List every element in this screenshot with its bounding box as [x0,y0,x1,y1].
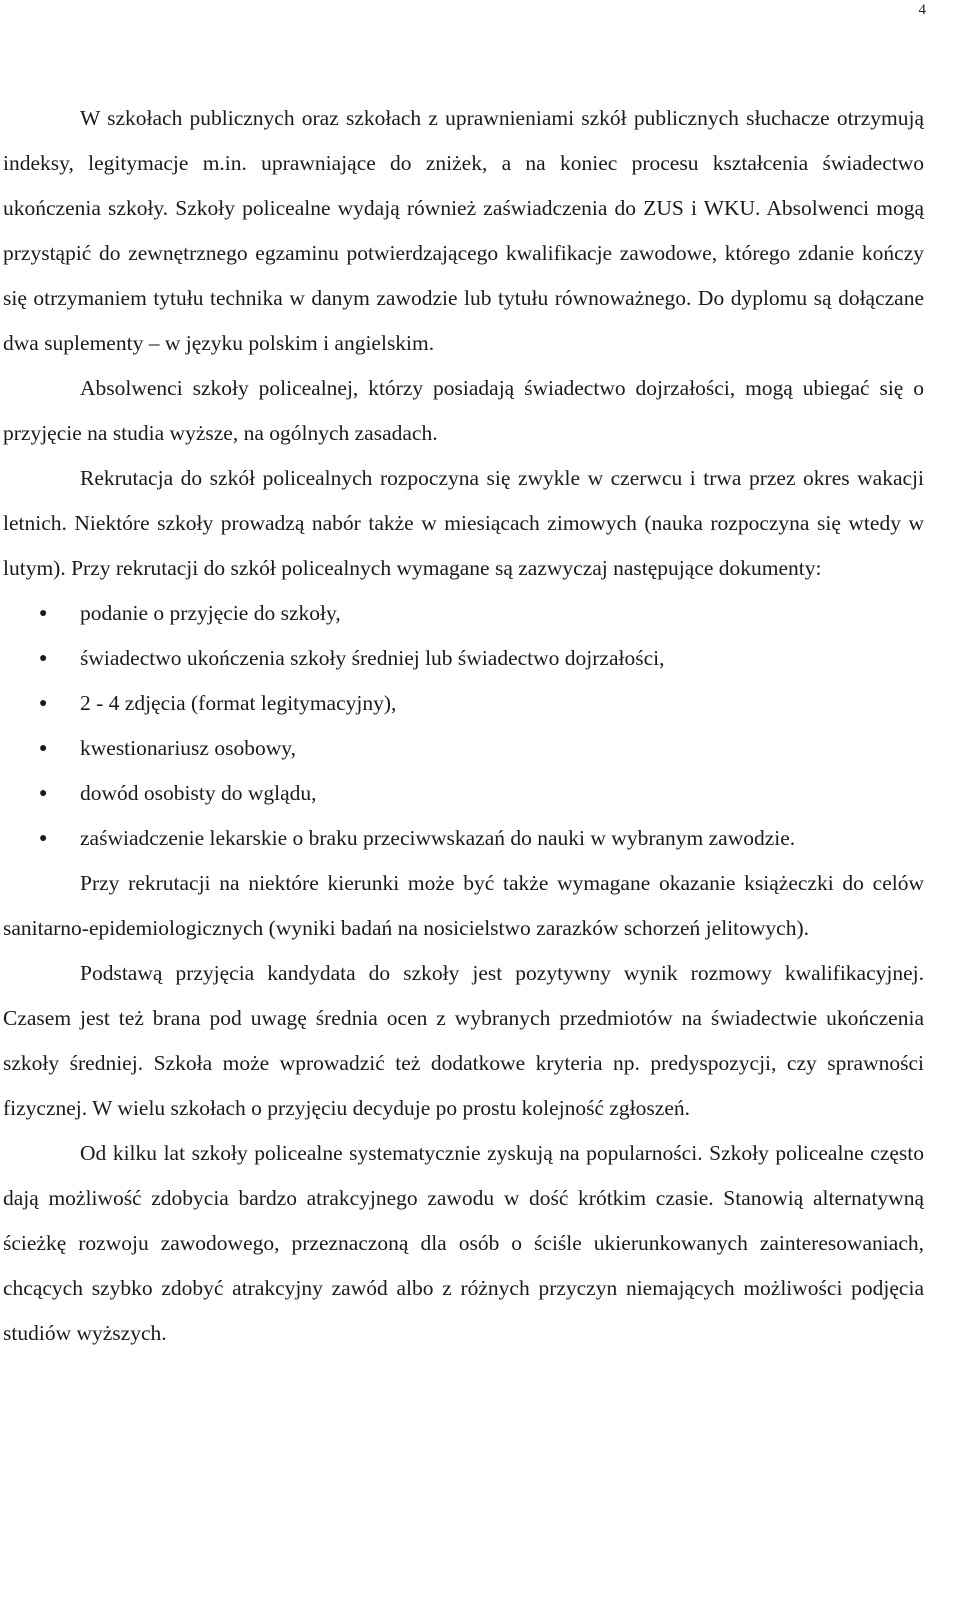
list-item [3,726,924,771]
paragraph-sanitary-booklet: Przy rekrutacji na niektóre kierunki może być także wymagane okazanie książeczki do celów sanitarno-epidemiologicznych (wyniki badań na nosicielstwo zarazków schorzeń jelitowych). [3,871,924,940]
paragraph-graduates-studies: Absolwenci szkoły policealnej, którzy posiadają świadectwo dojrzałości, mogą ubiegać się o przyjęcie na studia wyższe, na ogólnych zasadach. [3,376,924,445]
list-item-text: dowód osobisty do wglądu, [80,781,317,805]
bullet-icon: ● [39,741,48,756]
list-item-text: podanie o przyjęcie do szkoły, [80,601,341,625]
bullet-icon: ● [39,606,48,621]
paragraph-recruitment: Rekrutacja do szkół policealnych rozpoczyna się zwykle w czerwcu i trwa przez okres wakacji letnich. Niektóre szkoły prowadzą nabór także w miesiącach zimowych (nauka rozpoczyna się wtedy w lutym). Przy rekrutacji do szkół policealnych wymagane są zazwyczaj następujące dokumenty: [3,466,924,580]
list-item-text: 2 - 4 zdjęcia (format legitymacyjny), [80,691,397,715]
bullet-icon: ● [39,831,48,846]
list-item-text: kwestionariusz osobowy, [80,736,296,760]
bullet-icon: ● [39,786,48,801]
list-item [3,816,924,861]
list-item-text: zaświadczenie lekarskie o braku przeciwwskazań do nauki w wybranym zawodzie. [80,826,796,850]
bullet-icon: ● [39,651,48,666]
required-documents-list [3,591,924,861]
page-number: 4 [918,2,926,18]
paragraph-admission-criteria: Podstawą przyjęcia kandydata do szkoły jest pozytywny wynik rozmowy kwalifikacyjnej. Czasem jest też brana pod uwagę średnia ocen z wybranych przedmiotów na świadectwie ukończenia szkoły średniej. Szkoła może wprowadzić też dodatkowe kryteria np. predyspozycji, czy sprawności fizycznej. W wielu szkołach o przyjęciu decyduje po prostu kolejność zgłoszeń. [3,961,924,1120]
bullet-icon: ● [39,696,48,711]
list-item [3,591,924,636]
paragraph-popularity: Od kilku lat szkoły policealne systematycznie zyskują na popularności. Szkoły policealne często dają możliwość zdobycia bardzo atrakcyjnego zawodu w dość krótkim czasie. Stanowią alternatywną ścieżkę rozwoju zawodowego, przeznaczoną dla osób o ściśle ukierunkowanych zainteresowaniach, chcących szybko zdobyć atrakcyjny zawód albo z różnych przyczyn niemających możliwości podjęcia studiów wyższych. [3,1141,924,1345]
list-item-text: świadectwo ukończenia szkoły średniej lub świadectwo dojrzałości, [80,646,665,670]
list-item [3,681,924,726]
list-item [3,636,924,681]
paragraph-student-documents: W szkołach publicznych oraz szkołach z uprawnieniami szkół publicznych słuchacze otrzymują indeksy, legitymacje m.in. uprawniające do zniżek, a na koniec procesu kształcenia świadectwo ukończenia szkoły. Szkoły policealne wydają również zaświadczenia do ZUS i WKU. Absolwenci mogą przystąpić do zewnętrznego egzaminu potwierdzającego kwalifikacje zawodowe, którego zdanie kończy się otrzymaniem tytułu technika w danym zawodzie lub tytułu równoważnego. Do dyplomu są dołączane dwa suplementy – w języku polskim i angielskim. [3,106,924,355]
list-item [3,771,924,816]
document-body [3,96,924,1356]
